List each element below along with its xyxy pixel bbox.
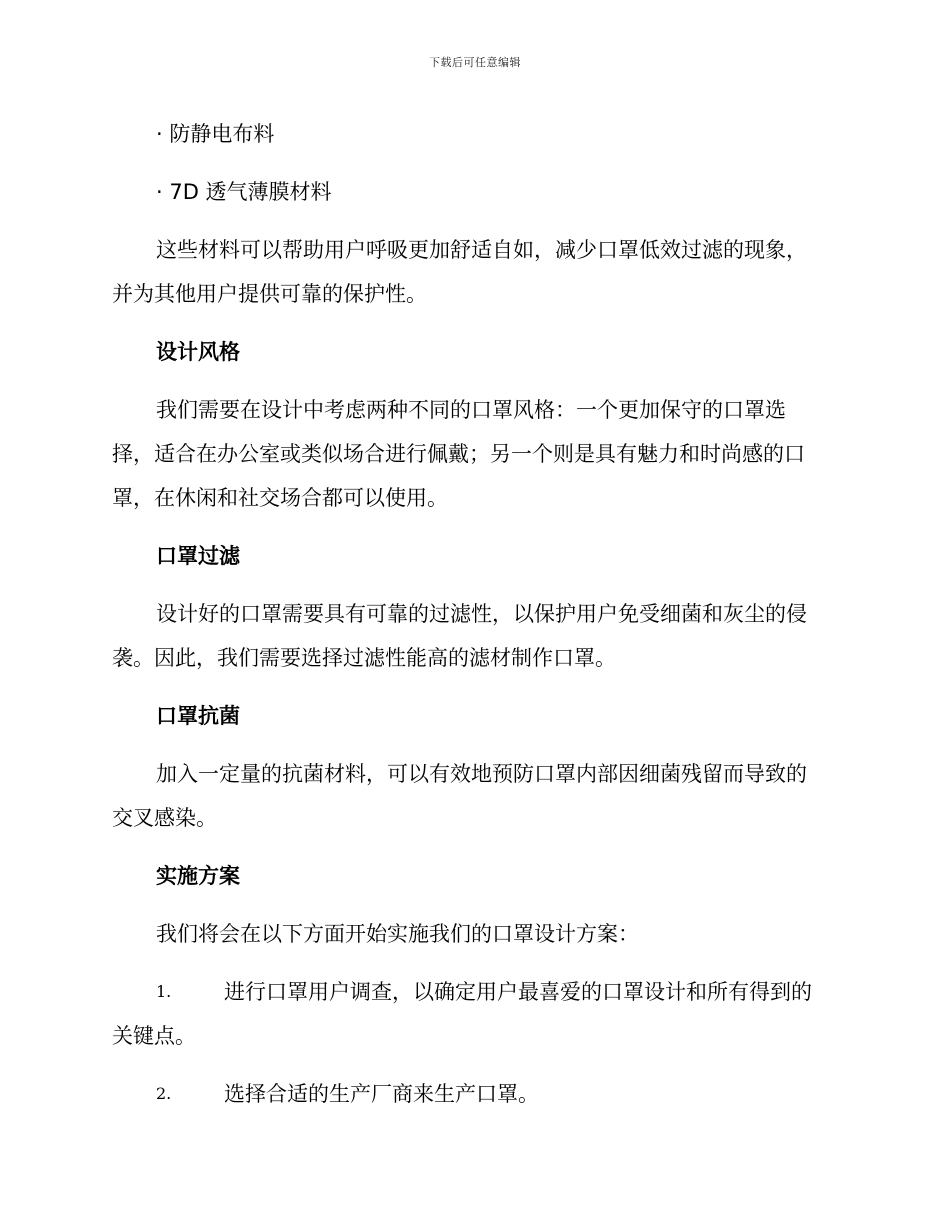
step-number: 1. <box>156 982 172 1001</box>
bullet-antistatic-fabric: · 防静电布料 <box>156 122 275 146</box>
paragraph-line: 交叉感染。 <box>112 806 217 830</box>
paragraph-mask-filter <box>112 592 838 680</box>
document-body <box>112 112 838 1130</box>
heading-mask-filter: 口罩过滤 <box>156 544 240 568</box>
step-number: 2. <box>156 1084 172 1103</box>
heading-design-style: 设计风格 <box>156 340 240 364</box>
paragraph-line: 罩，在休闲和社交场合都可以使用。 <box>112 486 448 510</box>
paragraph-line: 我们需要在设计中考虑两种不同的口罩风格：一个更加保守的口罩选 <box>156 398 786 422</box>
bullet-7d-breathable-film: · 7D 透气薄膜材料 <box>156 180 332 204</box>
step-text: 进行口罩用户调查，以确定用户最喜爱的口罩设计和所有得到的 <box>224 980 812 1004</box>
paragraph-materials <box>112 228 838 316</box>
plan-step-1 <box>112 970 838 1058</box>
header-note: 下载后可任意编辑 <box>429 56 521 69</box>
paragraph-line: 择，适合在办公室或类似场合进行佩戴；另一个则是具有魅力和时尚感的口 <box>112 442 805 466</box>
paragraph-line: 这些材料可以帮助用户呼吸更加舒适自如，减少口罩低效过滤的现象， <box>156 238 807 262</box>
step-first-line <box>112 970 838 1014</box>
step-first-line <box>112 1072 838 1116</box>
paragraph-line: 袭。因此，我们需要选择过滤性能高的滤材制作口罩。 <box>112 646 616 670</box>
heading-implementation-plan: 实施方案 <box>156 864 240 888</box>
paragraph-design-style <box>112 388 838 520</box>
paragraph-line: 并为其他用户提供可靠的保护性。 <box>112 282 427 306</box>
step-text: 选择合适的生产厂商来生产口罩。 <box>224 1082 539 1106</box>
paragraph-line: 加入一定量的抗菌材料，可以有效地预防口罩内部因细菌残留而导致的 <box>156 762 807 786</box>
paragraph-plan-intro: 我们将会在以下方面开始实施我们的口罩设计方案： <box>156 922 639 946</box>
paragraph-line: 设计好的口罩需要具有可靠的过滤性，以保护用户免受细菌和灰尘的侵 <box>156 602 807 626</box>
heading-mask-antibacterial: 口罩抗菌 <box>156 704 240 728</box>
step-continuation: 关键点。 <box>112 1024 196 1048</box>
paragraph-mask-antibacterial <box>112 752 838 840</box>
plan-step-2 <box>112 1072 838 1116</box>
